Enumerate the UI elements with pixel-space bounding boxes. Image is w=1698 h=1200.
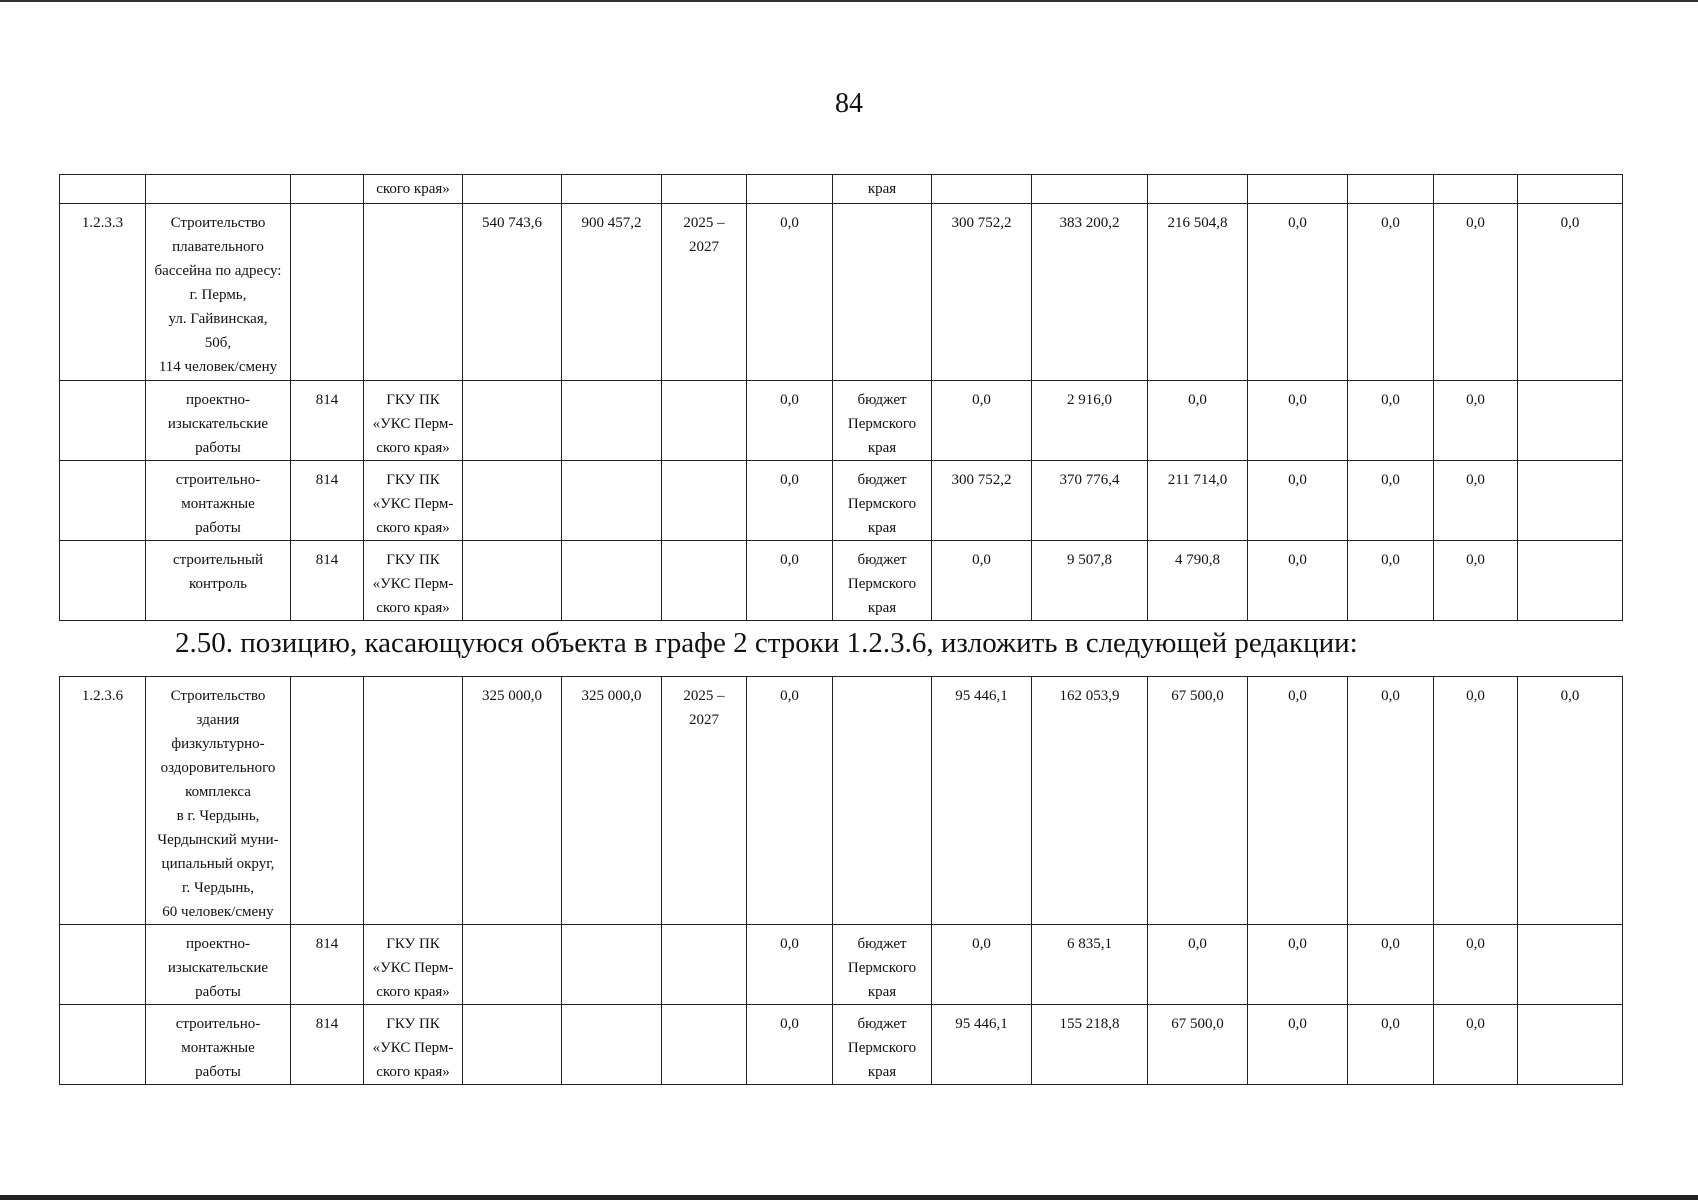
table-cell [1032,204,1148,381]
table-cell [1434,381,1518,461]
cell-line: 814 [315,392,339,408]
cell-line: ского края» [376,984,450,1000]
cell-line: 325 000,0 [482,688,542,704]
cell-line: 370 776,4 [1059,472,1120,488]
cell-line: 0,0 [1288,552,1307,568]
cell-line: 2025 – [683,215,725,231]
cell-line: 0,0 [1381,1016,1400,1032]
cell-line: ГКУ ПК [386,472,440,488]
table-cell [1248,204,1348,381]
cell-line: физкультурно- [171,736,265,752]
cell-line: 0,0 [1188,392,1207,408]
cell-line: 0,0 [1288,1016,1307,1032]
table-row [60,381,1623,461]
cell-line: работы [195,984,241,1000]
cell-line: 0,0 [972,936,991,952]
cell-line: 0,0 [1560,688,1580,704]
table-cell [291,677,364,925]
table-cell [1518,925,1623,1005]
table-cell [562,925,662,1005]
cell-line: контроль [189,576,247,592]
cell-line: 0,0 [1466,936,1485,952]
cell-line: края [867,440,897,456]
cell-line: бюджет [857,392,907,408]
table-row [60,461,1623,541]
cell-line: г. Пермь, [189,287,247,303]
table-cell [1518,381,1623,461]
cell-line: 0,0 [1288,688,1307,704]
cell-line: 0,0 [972,392,991,408]
table-cell [1518,204,1623,381]
table-cell [1518,1005,1623,1085]
table-cell [291,1005,364,1085]
table-cell [1348,541,1434,621]
cell-line: ГКУ ПК [386,552,440,568]
cell-line: 0,0 [1381,472,1400,488]
cell-line: 383 200,2 [1059,215,1120,231]
table-cell [1148,381,1248,461]
cell-line: работы [195,1064,241,1080]
cell-line: ского края» [376,440,450,456]
table-cell [833,381,932,461]
table-cell [662,204,747,381]
table-cell [146,175,291,204]
cell-line: 0,0 [1466,552,1485,568]
cell-line: 6 835,1 [1067,936,1112,952]
cell-line: ского края» [376,600,450,616]
table-cell [662,677,747,925]
table-cell [747,204,833,381]
cell-line: проектно- [185,392,251,408]
cell-line: ГКУ ПК [386,1016,440,1032]
cell-line: края [867,984,897,1000]
cell-line: ского края» [376,1064,450,1080]
table-cell [60,541,146,621]
cell-line: 0,0 [1466,688,1485,704]
table-cell [146,204,291,381]
table-cell [747,381,833,461]
cell-line: 0,0 [780,392,799,408]
cell-line: 0,0 [1288,215,1307,231]
cell-line: 0,0 [1466,1016,1485,1032]
cell-line: ГКУ ПК [386,392,440,408]
table-cell [1148,204,1248,381]
cell-line: Пермского [847,960,917,976]
cell-line: изыскательские [167,960,269,976]
table-cell [291,461,364,541]
cell-line: 2025 – [683,688,725,704]
table-cell [1348,204,1434,381]
cell-line: Пермского [847,416,917,432]
table-row [60,541,1623,621]
table-cell [747,1005,833,1085]
table-cell [463,925,562,1005]
table-cell [1248,175,1348,204]
cell-line: ул. Гайвинская, [168,311,268,327]
cell-line: 50б, [204,335,232,351]
cell-line: 0,0 [780,936,799,952]
table-cell [1248,925,1348,1005]
table-cell [364,925,463,1005]
cell-line: края [867,600,897,616]
cell-line: Строительство [170,215,266,231]
cell-line: 814 [315,936,339,952]
table-cell [364,381,463,461]
table-cell [1348,461,1434,541]
cell-line: 95 446,1 [955,688,1008,704]
table-cell [747,677,833,925]
table-cell [146,381,291,461]
cell-line: 0,0 [1288,392,1307,408]
table-cell [1518,461,1623,541]
cell-line: 0,0 [1381,936,1400,952]
page-bottom-rule [0,1195,1698,1200]
table-cell [562,677,662,925]
table-cell [291,541,364,621]
cell-line: 0,0 [1381,552,1400,568]
cell-line: 4 790,8 [1175,552,1220,568]
table-cell [662,925,747,1005]
cell-line: 0,0 [780,215,799,231]
table-cell [1434,1005,1518,1085]
cell-line: 0,0 [972,552,991,568]
table-cell [1032,925,1148,1005]
table-cell [364,541,463,621]
cell-line: 0,0 [1288,472,1307,488]
cell-line: бюджет [857,552,907,568]
table-cell [1148,541,1248,621]
cell-line: 0,0 [1288,936,1307,952]
cell-line: 211 714,0 [1167,472,1228,488]
table-cell [1248,541,1348,621]
table-cell [60,381,146,461]
table-cell [1148,677,1248,925]
table-cell [562,541,662,621]
table-cell [1148,1005,1248,1085]
budget-table-continued [59,174,1623,621]
table-cell [833,461,932,541]
table-row [60,677,1623,925]
table-cell [747,175,833,204]
table-cell [1248,381,1348,461]
cell-line: в г. Чердынь, [176,808,260,824]
table-cell [662,461,747,541]
cell-line: 0,0 [780,472,799,488]
cell-line: «УКС Перм- [372,416,454,432]
page-top-rule [0,0,1698,2]
cell-line: 0,0 [1466,472,1485,488]
cell-line: 0,0 [780,688,799,704]
table-cell [1032,381,1148,461]
cell-line: Пермского [847,1040,917,1056]
table-cell [932,204,1032,381]
table-cell [291,381,364,461]
table-cell [1348,381,1434,461]
table-row [60,1005,1623,1085]
cell-line: ципальный округ, [161,856,275,872]
table-cell [662,1005,747,1085]
table-cell [364,677,463,925]
table-cell [1032,677,1148,925]
table-cell [932,1005,1032,1085]
table-cell [562,175,662,204]
table-cell [562,204,662,381]
table-cell [1518,175,1623,204]
table-cell [932,677,1032,925]
table-cell [60,925,146,1005]
cell-line: строительно- [175,1016,261,1032]
page-number: 84 [835,88,863,119]
table-cell [364,204,463,381]
table-cell [932,381,1032,461]
table-cell [1248,677,1348,925]
budget-table-amended [59,676,1623,1085]
table-row [60,925,1623,1005]
cell-line: Пермского [847,496,917,512]
table-cell [932,925,1032,1005]
cell-line: бюджет [857,1016,907,1032]
table-cell [364,1005,463,1085]
table-cell [562,461,662,541]
table-cell [1348,175,1434,204]
table-cell [364,461,463,541]
cell-line: 2 916,0 [1067,392,1112,408]
table-cell [932,541,1032,621]
table-cell [1434,677,1518,925]
cell-line: строительный [172,552,264,568]
table-cell [1518,677,1623,925]
table-cell [562,381,662,461]
table-cell [463,1005,562,1085]
table-cell [747,541,833,621]
cell-line: проектно- [185,936,251,952]
cell-line: здания [196,712,240,728]
cell-line: 1.2.3.3 [81,215,124,231]
table-continuation-row [60,175,1623,204]
cell-line: 0,0 [1381,392,1400,408]
cell-line: 2027 [689,712,719,728]
table-cell [146,461,291,541]
table-cell [291,204,364,381]
cell-line: 0,0 [1466,215,1485,231]
table-cell [1348,1005,1434,1085]
table-cell [932,175,1032,204]
table-cell [1148,461,1248,541]
cell-line: 1.2.3.6 [81,688,124,704]
table-cell [1434,925,1518,1005]
cell-line: бюджет [857,472,907,488]
cell-line: 155 218,8 [1059,1016,1120,1032]
table-cell [833,925,932,1005]
cell-line: ского края» [376,520,450,536]
table-cell [146,925,291,1005]
table-cell [1148,175,1248,204]
table-cell [1348,677,1434,925]
cell-line: «УКС Перм- [372,1040,454,1056]
cell-line: 67 500,0 [1171,688,1224,704]
table-cell [463,541,562,621]
cell-line: «УКС Перм- [372,576,454,592]
cell-line: Пермского [847,576,917,592]
cell-line: 325 000,0 [581,688,642,704]
table-cell [291,175,364,204]
cell-line: 67 500,0 [1171,1016,1224,1032]
table-cell [60,677,146,925]
table-cell [747,925,833,1005]
table-cell [662,541,747,621]
cell-line: бюджет [857,936,907,952]
table-cell: ского края» [364,175,463,204]
cell-line: 814 [315,552,339,568]
table-cell [833,204,932,381]
table-cell [833,541,932,621]
cell-line: 0,0 [1381,215,1400,231]
table-cell [146,541,291,621]
cell-line: бассейна по адресу: [154,263,282,279]
table-cell [60,461,146,541]
cell-line: 162 053,9 [1059,688,1120,704]
cell-line: монтажные [181,496,255,512]
table-cell [463,175,562,204]
cell-line: монтажные [181,1040,255,1056]
table-cell [833,677,932,925]
table-cell [1148,925,1248,1005]
table-cell [1348,925,1434,1005]
cell-line: ГКУ ПК [386,936,440,952]
amendment-heading: 2.50. позицию, касающуюся объекта в графе 2 строки 1.2.3.6, изложить в следующей редакции: [175,627,1358,659]
cell-line: 300 752,2 [951,472,1012,488]
cell-line: края [867,1064,897,1080]
cell-line: 95 446,1 [955,1016,1008,1032]
cell-line: 0,0 [1188,936,1207,952]
table-cell [463,204,562,381]
cell-line: оздоровительного [160,760,276,776]
cell-line: Чердынский муни- [157,832,279,848]
cell-line: 814 [315,472,339,488]
table-cell [60,175,146,204]
cell-line: 814 [315,1016,339,1032]
table-cell: края [833,175,932,204]
table-cell [60,204,146,381]
cell-line: 540 743,6 [482,215,542,231]
cell-line: края [867,520,897,536]
cell-line: 2027 [689,239,719,255]
table-cell [291,925,364,1005]
table-cell [662,381,747,461]
cell-line: 0,0 [1466,392,1485,408]
cell-line: 60 человек/смену [162,904,274,920]
cell-line: 300 752,2 [951,215,1012,231]
table-cell [463,677,562,925]
table-cell [146,677,291,925]
table-cell [1248,461,1348,541]
cell-line: строительно- [175,472,261,488]
table-cell [1032,1005,1148,1085]
cell-line: 114 человек/смену [158,359,278,375]
cell-line: комплекса [185,784,251,800]
table-cell [747,461,833,541]
table-cell [1518,541,1623,621]
table-cell [1434,461,1518,541]
table-cell [60,1005,146,1085]
table-row [60,204,1623,381]
cell-line: 0,0 [780,552,799,568]
table-cell [146,1005,291,1085]
table-cell [1248,1005,1348,1085]
table-cell [463,461,562,541]
cell-line: 216 504,8 [1167,215,1228,231]
cell-line: работы [195,440,241,456]
cell-line: Строительство [170,688,266,704]
cell-line: 9 507,8 [1067,552,1112,568]
table-cell [1434,541,1518,621]
table-cell [1032,175,1148,204]
table-cell [932,461,1032,541]
table-cell [463,381,562,461]
table-cell [1434,204,1518,381]
cell-line: 0,0 [780,1016,799,1032]
cell-line: «УКС Перм- [372,496,454,512]
cell-line: «УКС Перм- [372,960,454,976]
cell-line: 900 457,2 [581,215,642,231]
cell-line: изыскательские [167,416,269,432]
table-cell [1032,541,1148,621]
cell-line: г. Чердынь, [182,880,254,896]
table-cell [562,1005,662,1085]
table-cell [1032,461,1148,541]
cell-line: плавательного [172,239,264,255]
table-cell [662,175,747,204]
table-cell [833,1005,932,1085]
table-cell [1434,175,1518,204]
cell-line: 0,0 [1381,688,1400,704]
cell-line: 0,0 [1560,215,1580,231]
cell-line: работы [195,520,241,536]
